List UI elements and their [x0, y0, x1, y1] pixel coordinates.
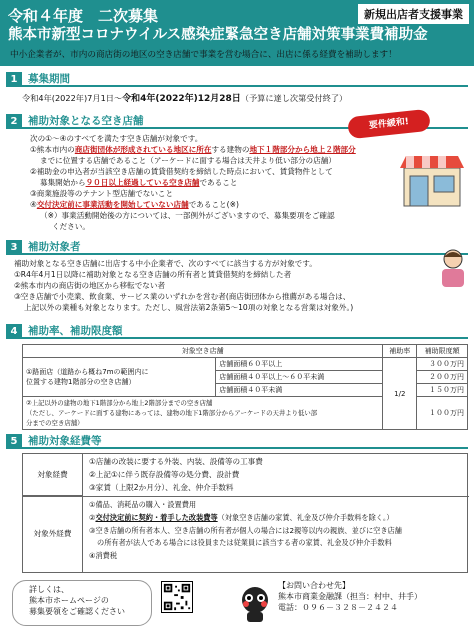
section-header-rate [6, 324, 468, 339]
section-number: 3 [6, 240, 22, 255]
section-number: 1 [6, 72, 22, 87]
section-title: 補助率、補助限度額 [28, 325, 123, 337]
section-title: 募集期間 [28, 73, 70, 85]
shop-note-b: ください。 [52, 222, 90, 231]
period-text: 令和4年(2022年)7月1日～令和4年(2022年)12月28日（予算に達し次第受付終了） [22, 93, 348, 104]
section-number: 2 [6, 114, 22, 129]
section-title: 補助対象となる空き店舗 [28, 115, 144, 127]
shop-req-2b: 募集開始から９０日以上経過している空き店舗であること [40, 178, 238, 187]
col-header-shop: 対象空き店舗 [23, 345, 383, 358]
mascot-illustration [238, 584, 272, 624]
size-40-60: 店舗面積４０平以上～６０平未満 [216, 371, 383, 384]
label-eligible-costs: 対象経費 [23, 454, 83, 496]
expenses-table [22, 453, 468, 573]
cost-2: ②上記①に伴う既存設備等の処分費、設計費 [89, 470, 240, 479]
eligible-2: ②熊本市内の商店街の地区から移転でない者 [14, 281, 166, 290]
shop-intro: 次の①～④のすべてを満たす空き店舗が対象です。 [30, 134, 203, 143]
title-year: 令和４年度 二次募集 [8, 7, 159, 25]
more-info-box [12, 580, 152, 626]
rate-table [22, 344, 468, 430]
ineligible-4: ④消費税 [89, 551, 118, 560]
shop-req-1: ①熊本市内の商店街団体が形成されている地区に所在する建物の地下１階部分から地上２階部分 [30, 145, 356, 154]
label-ineligible-costs: 対象外経費 [23, 496, 83, 572]
shop-req-1b: までに位置する店舗であること（アーケードに面する場合は天井より低い部分の店舗） [40, 156, 336, 165]
more-info-3: 募集要領をご確認ください [29, 607, 125, 616]
limit-200: ２００万円 [417, 371, 468, 384]
section-number: 4 [6, 324, 22, 339]
eligible-1: ①R4年4月1日以降に補助対象となる空き店舗の所有者と賃貸借契約を締結した者 [14, 270, 292, 279]
contact-dept: 熊本市商業金融課（担当：村中、井手） [278, 592, 422, 601]
section-title: 補助対象者 [28, 241, 81, 253]
row-other-shop: ②上記以外の建物の地下1階部分から地上2階部分までの空き店舗 （ただし、アーケードに面する建物にあっては、建物の地下1階部分からアーケードの天井より低い部 分までの空き店舗） [23, 397, 383, 430]
contact-heading: 【お問い合わせ先】 [278, 581, 350, 590]
shop-req-2: ②補助金の申込者が当該空き店舗の賃貸借契約を締結した時点において、賃貸物件として [30, 167, 333, 176]
section-header-expenses [6, 434, 468, 449]
qr-code-icon[interactable] [161, 581, 193, 613]
more-info-1: 詳しくは、 [29, 585, 69, 594]
col-header-rate: 補助率 [383, 345, 417, 358]
shop-req-3: ③商業施設等のテナント型店舗でないこと [30, 189, 174, 198]
eligible-3: ③空き店舗で小売業、飲食業、サービス業のいずれかを営む者(商店街団体から推薦がある場合は、 [14, 292, 351, 301]
contact-phone: 電話：０９６－３２８－２４２４ [278, 603, 398, 612]
storefront-illustration [398, 150, 466, 208]
eligible-intro: 補助対象となる空き店舗に出店する中小企業者で、次のすべてに該当する方が対象です。 [14, 259, 317, 268]
eligible-3b: 上記以外の業種も対象となります。ただし、風営法第2条第5～10項の対象となる営業は対象外。) [24, 303, 354, 312]
ineligible-2: ②交付決定前に契約・着手した改装費等（対象空き店舗の家賃、礼金及び仲介手数料を除く。） [89, 513, 394, 522]
subsidy-rate: 1/2 [383, 358, 417, 430]
limit-150: １５０万円 [417, 384, 468, 397]
section-header-period [6, 72, 468, 87]
section-header-eligible [6, 240, 468, 255]
section-number: 5 [6, 434, 22, 449]
ineligible-1: ①備品、消耗品の購入・設置費用 [89, 500, 197, 509]
cost-1: ①店舗の改装に要する外装、内装、設備等の工事費 [89, 457, 263, 466]
ineligible-3: ③空き店舗の所有者本人、空き店舗の所有者が個人の場合には2親等以内の親族、並びに空き店舗 [89, 526, 402, 535]
row-street-shop: ①路面店（道路から概ね7mの範囲内に 位置する建物1階部分の空き店舗） [23, 358, 216, 397]
relaxed-requirements-burst: 要件緩和! [347, 109, 431, 139]
person-illustration [436, 247, 470, 287]
page-title: 熊本市新型コロナウイルス感染症緊急空き店舗対策事業費補助金 [8, 27, 428, 43]
intro-text: 中小企業者が、市内の商店街の地区の空き店舗で事業を営む場合に、出店に係る経費を補助します！ [10, 50, 397, 60]
section-title: 補助対象経費等 [28, 435, 102, 447]
ineligible-3b: の所有者が法人である場合には役員または従業員に該当する者の家賃、礼金及び仲介手数料 [97, 538, 392, 547]
shop-note: （※）事業活動開始後の方については、一部例外がございますので、募集要項をご確認 [40, 211, 335, 220]
limit-100: １００万円 [417, 397, 468, 430]
size-under-40: 店舗面積４０平未満 [216, 384, 383, 397]
contact-info [278, 580, 422, 613]
limit-300: ３００万円 [417, 358, 468, 371]
shop-req-4: ④交付決定前に事業活動を開始していない店舗であること(※) [30, 200, 239, 209]
cost-3: ③家賃（上限2か月分）、礼金、仲介手数料 [89, 483, 234, 492]
more-info-2: 熊本市ホームページの [29, 596, 109, 605]
program-badge: 新規出店者支援事業 [357, 3, 470, 25]
size-60: 店舗面積６０平以上 [216, 358, 383, 371]
col-header-limit: 補助限度額 [417, 345, 468, 358]
